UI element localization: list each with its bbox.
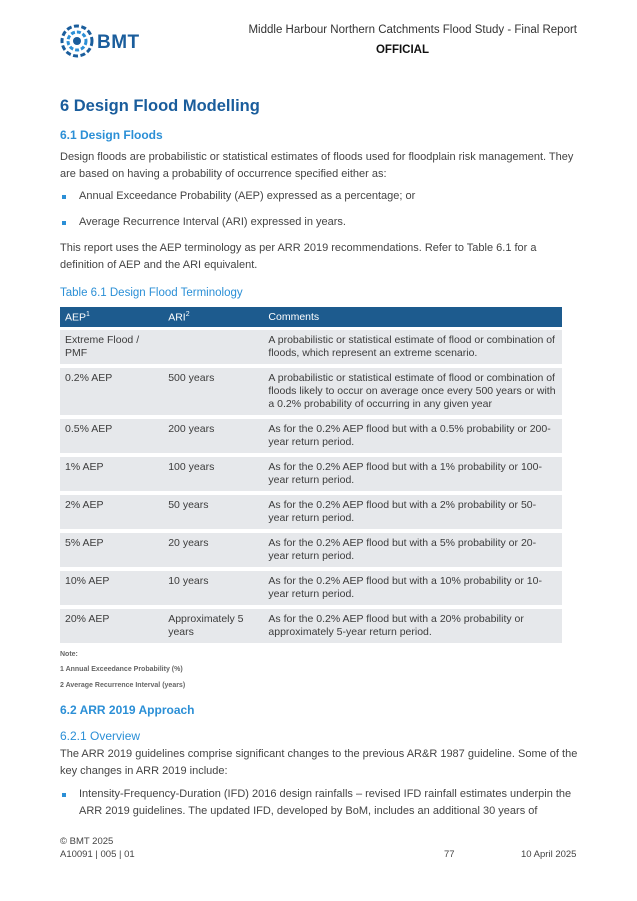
bullet-text: Annual Exceedance Probability (AEP) expressed as a percentage; or [79, 190, 416, 202]
bullet-icon [62, 793, 66, 797]
cell-aep: 2% AEP [60, 493, 163, 531]
paragraph-aep-terminology: This report uses the AEP terminology as per ARR 2019 recommendations. Refer to Table 6.1 for a definition of AEP and the ARI equivalent. [60, 242, 537, 271]
bullet-icon [62, 195, 66, 199]
table-note-1: 1 Annual Exceedance Probability (%) [60, 666, 183, 673]
table-row [60, 493, 562, 531]
subsection-title-6-1: 6.1 Design Floods [60, 128, 163, 142]
cell-aep: 10% AEP [60, 569, 163, 607]
header-ari: ARI$^2$ [163, 307, 263, 329]
classification-label: OFFICIAL [375, 44, 429, 56]
cell-aep: 0.2% AEP [60, 366, 163, 417]
cell-aep: 20% AEP [60, 607, 163, 643]
cell-aep: Extreme Flood / PMF [60, 329, 163, 367]
table-row [60, 366, 562, 417]
footer-copyright: © BMT 2025 [60, 836, 114, 847]
cell-ari: 10 years [163, 569, 263, 607]
subsection-title-6-2-1: 6.2.1 Overview [60, 729, 141, 743]
bmt-logo [60, 22, 160, 64]
paragraph-intro: Design floods are probabilistic or statistical estimates of floods used for floodplain risk management. They are based on having a probability of occurrence specified either as: [60, 151, 574, 180]
paragraph-arr-overview: The ARR 2019 guidelines comprise significant changes to the previous AR&R 1987 guideline. Some of the key changes in ARR 2019 include: [60, 748, 578, 777]
report-title: Middle Harbour Northern Catchments Flood Study - Final Report [248, 24, 577, 36]
footer-date: 10 April 2025 [521, 849, 577, 860]
design-flood-terminology-table [60, 307, 562, 643]
bullet-icon [62, 221, 66, 225]
bullet-text: Intensity-Frequency-Duration (IFD) 2016 design rainfalls – revised IFD rainfall estimates underpin the ARR 2019 guidelines. The updated IFD, developed by BoM, includes an additional 30 years of [79, 788, 572, 817]
cell-aep: 5% AEP [60, 531, 163, 569]
cell-comment: As for the 0.2% AEP flood but with a 1% probability or 100-year return period. [263, 455, 562, 493]
table-row [60, 569, 562, 607]
table-header-row [60, 307, 562, 329]
table-row [60, 417, 562, 455]
table-note-2: 2 Average Recurrence Interval (years) [60, 682, 186, 689]
cell-aep: 1% AEP [60, 455, 163, 493]
cell-ari: 50 years [163, 493, 263, 531]
cell-comment: As for the 0.2% AEP flood but with a 0.5% probability or 200-year return period. [263, 417, 562, 455]
footer-page-number: 77 [444, 849, 455, 860]
subsection-title-6-2: 6.2 ARR 2019 Approach [60, 703, 195, 717]
section-title: 6 Design Flood Modelling [60, 97, 260, 115]
cell-ari: 20 years [163, 531, 263, 569]
cell-aep: 0.5% AEP [60, 417, 163, 455]
cell-ari: 100 years [163, 455, 263, 493]
footer-doc-ref: A10091 | 005 | 01 [60, 849, 135, 860]
cell-comment: A probabilistic or statistical estimate of flood or combination of floods, which represent an extreme scenario. [263, 329, 562, 367]
header-comments: Comments [263, 307, 562, 329]
cell-ari: Approximately 5 years [163, 607, 263, 643]
logo-text: BMT [97, 32, 140, 53]
table-row [60, 531, 562, 569]
cell-ari: 200 years [163, 417, 263, 455]
cell-comment: As for the 0.2% AEP flood but with a 5% probability or 20-year return period. [263, 531, 562, 569]
table-row [60, 455, 562, 493]
table-caption: Table 6.1 Design Flood Terminology [60, 287, 243, 299]
cell-comment: A probabilistic or statistical estimate of flood or combination of floods likely to occur on average once every 500 years or with a 0.2% probability of occurring in any given year [263, 366, 562, 417]
cell-comment: As for the 0.2% AEP flood but with a 2% probability or 50-year return period. [263, 493, 562, 531]
cell-ari [163, 329, 263, 367]
table-note-label: Note: [60, 651, 78, 658]
table-row [60, 329, 562, 367]
header-aep: AEP$^1$ [60, 307, 163, 329]
bullet-text: Average Recurrence Interval (ARI) expressed in years. [79, 216, 346, 228]
cell-comment: As for the 0.2% AEP flood but with a 10% probability or 10-year return period. [263, 569, 562, 607]
table-row [60, 607, 562, 643]
cell-ari: 500 years [163, 366, 263, 417]
cell-comment: As for the 0.2% AEP flood but with a 20% probability or approximately 5-year return period. [263, 607, 562, 643]
bmt-logo-icon [60, 22, 96, 60]
